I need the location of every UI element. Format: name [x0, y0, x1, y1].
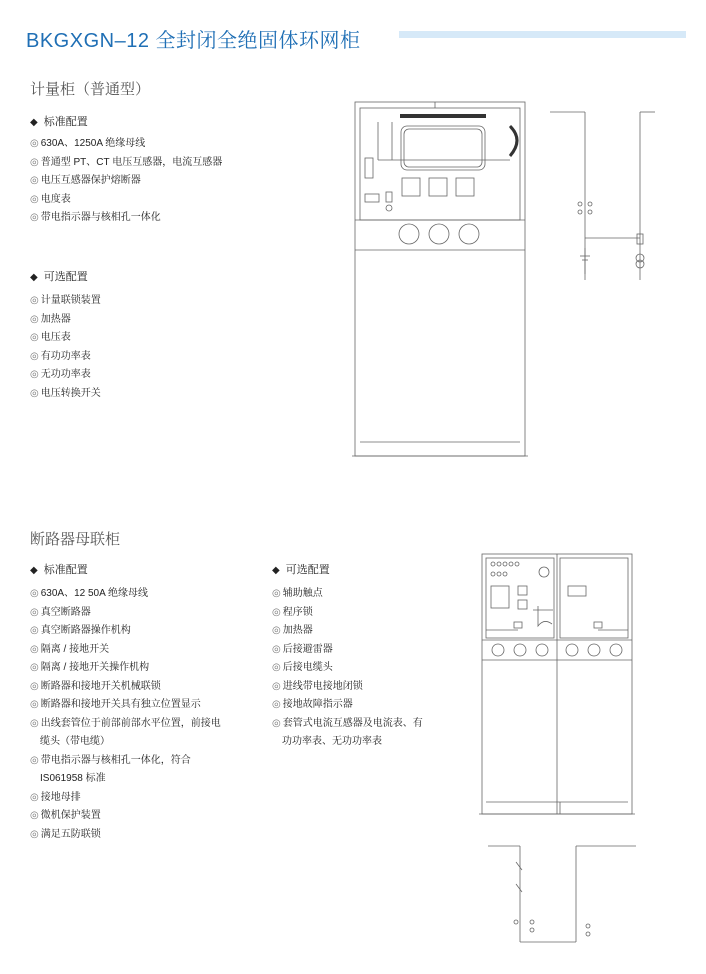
item-marker-icon: ◎	[30, 295, 39, 306]
list-item: ◎ 微机保护装置	[30, 810, 101, 821]
item-marker-icon: ◎	[272, 606, 281, 618]
list-item: ◎ 断路器和接地开关机械联锁	[30, 680, 161, 692]
list-item: ◎ 隔离 / 接地开关	[30, 643, 110, 655]
item-marker-icon: ◎	[30, 625, 39, 636]
item-marker-icon: ◎	[30, 588, 39, 599]
list-item: ◎ 真空断路器操作机构	[30, 625, 131, 636]
item-marker-icon: ◎	[30, 313, 39, 325]
list-item-continued: IS061958 标准	[40, 773, 106, 784]
list-item: ◎ 断路器和接地开关具有独立位置显示	[30, 699, 201, 710]
item-marker-icon: ◎	[272, 717, 281, 729]
item-marker-icon: ◎	[272, 699, 281, 710]
list-item: ◎ 普通型 PT、CT 电压互感器，电流互感器	[30, 156, 223, 168]
item-marker-icon: ◎	[272, 662, 281, 673]
item-marker-icon: ◎	[30, 606, 39, 618]
item-marker-icon: ◎	[272, 643, 281, 655]
item-marker-icon: ◎	[30, 810, 39, 821]
item-marker-icon: ◎	[30, 791, 39, 803]
item-marker-icon: ◎	[30, 156, 39, 168]
list-item-continued: 缆头（带电缆）	[40, 736, 110, 747]
list-item: ◎ 接地故障指示器	[272, 699, 353, 710]
list-item: ◎ 满足五防联锁	[30, 828, 101, 840]
item-marker-icon: ◎	[30, 212, 39, 223]
list-item: ◎ 后接避雷器	[272, 643, 333, 655]
coupler-optional-list	[272, 585, 423, 752]
item-marker-icon: ◎	[30, 828, 39, 840]
list-item: ◎ 后接电缆头	[272, 662, 333, 673]
diamond-bullet-icon: ◆	[30, 272, 38, 283]
list-item: ◎ 计量联锁装置	[30, 295, 101, 306]
list-item: ◎ 无功功率表	[30, 369, 91, 380]
coupler-schematic-drawing	[488, 842, 636, 946]
coupler-section-title: 断路器母联柜	[30, 531, 121, 548]
metering-optional-heading: ◆ 可选配置	[30, 271, 88, 283]
item-marker-icon: ◎	[272, 588, 281, 599]
list-item-continued: 功功率表、无功功率表	[282, 736, 382, 747]
item-marker-icon: ◎	[272, 625, 281, 636]
item-marker-icon: ◎	[30, 699, 39, 710]
list-item: ◎ 有功功率表	[30, 350, 91, 362]
list-item: ◎ 程序锁	[272, 606, 313, 618]
list-item: ◎ 真空断路器	[30, 606, 91, 618]
list-item: ◎ 电压表	[30, 332, 71, 343]
list-item: ◎ 630A、12 50A 绝缘母线	[30, 588, 149, 599]
list-item: ◎ 套管式电流互感器及电流表、有	[272, 717, 423, 729]
coupler-optional-heading: ◆ 可选配置	[272, 564, 330, 576]
item-marker-icon: ◎	[30, 175, 39, 186]
list-item: ◎ 加热器	[272, 625, 313, 636]
list-item: ◎ 加热器	[30, 313, 71, 325]
item-marker-icon: ◎	[272, 680, 281, 692]
item-marker-icon: ◎	[30, 350, 39, 362]
item-marker-icon: ◎	[30, 138, 39, 149]
diamond-bullet-icon: ◆	[272, 565, 280, 576]
list-item: ◎ 电度表	[30, 193, 71, 205]
list-item: ◎ 带电指示器与核相孔一体化	[30, 212, 161, 223]
item-marker-icon: ◎	[30, 717, 39, 729]
metering-cabinet-drawing	[350, 100, 530, 460]
item-marker-icon: ◎	[30, 193, 39, 205]
coupler-cabinet-drawing	[478, 550, 636, 818]
diamond-bullet-icon: ◆	[30, 565, 38, 576]
metering-schematic-drawing	[545, 108, 655, 288]
item-marker-icon: ◎	[30, 643, 39, 655]
list-item: ◎ 隔离 / 接地开关操作机构	[30, 662, 150, 673]
metering-standard-heading: ◆ 标准配置	[30, 116, 88, 128]
metering-section-title: 计量柜（普通型）	[30, 81, 151, 98]
coupler-standard-heading: ◆ 标准配置	[30, 564, 88, 576]
item-marker-icon: ◎	[30, 387, 39, 399]
list-item: ◎ 电压转换开关	[30, 387, 101, 399]
item-marker-icon: ◎	[30, 662, 39, 673]
list-item: ◎ 接地母排	[30, 791, 81, 803]
list-item: ◎ 进线带电接地闭锁	[272, 680, 363, 692]
title-accent-bar	[399, 31, 686, 38]
item-marker-icon: ◎	[30, 332, 39, 343]
item-marker-icon: ◎	[30, 369, 39, 380]
item-marker-icon: ◎	[30, 754, 39, 766]
list-item: ◎ 电压互感器保护熔断器	[30, 175, 141, 186]
list-item: ◎ 630A、1250A 绝缘母线	[30, 138, 146, 149]
list-item: ◎ 辅助触点	[272, 588, 323, 599]
coupler-standard-list	[30, 585, 221, 844]
diamond-bullet-icon: ◆	[30, 117, 38, 128]
list-item: ◎ 出线套管位于前部前部水平位置，前接电	[30, 717, 221, 729]
item-marker-icon: ◎	[30, 680, 39, 692]
page-title: BKGXGN–12 全封闭全绝固体环网柜	[26, 30, 361, 52]
metering-optional-list	[30, 292, 101, 403]
list-item: ◎ 带电指示器与核相孔一体化，符合	[30, 754, 191, 766]
metering-standard-list	[30, 135, 222, 228]
